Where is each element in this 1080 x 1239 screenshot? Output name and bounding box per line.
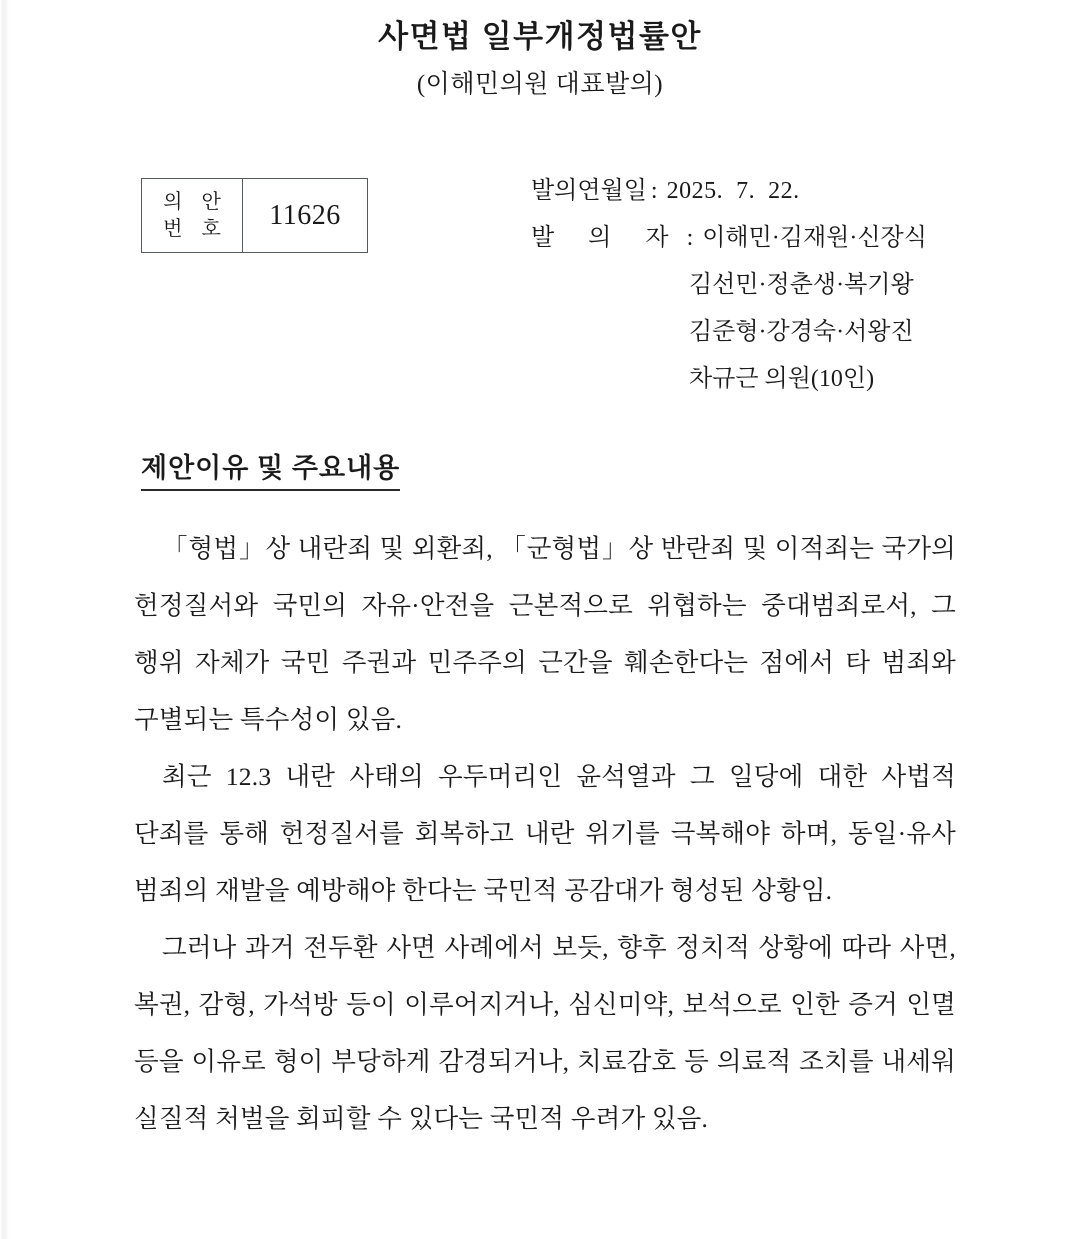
proposers-line-1: [531, 215, 1001, 262]
body-paragraph-1: 「형법」상 내란죄 및 외환죄, 「군형법」상 반란죄 및 이적죄는 국가의 헌정질서와 국민의 자유·안전을 근본적으로 위협하는 중대범죄로서, 그 행위 자체가 국민 주권과 민주주의 근간을 훼손한다는 점에서 타 범죄와 구별되는 특수성이 있음.: [134, 534, 956, 734]
bill-number-label-line2: 번 호: [163, 218, 228, 240]
proposers-names-2: 김선민·정춘생·복기왕: [689, 272, 914, 298]
proposal-date-colon: :: [650, 178, 658, 204]
proposers-line-3: [531, 309, 1001, 356]
bill-number-value: 11626: [269, 199, 341, 231]
bill-number-label-line1: 의 안: [163, 191, 228, 213]
page-subtitle: (이해민의원 대표발의): [416, 70, 664, 98]
bill-number-label: [142, 179, 243, 252]
proposers-names-4: 차규근 의원(10인): [689, 366, 875, 392]
title-block: [0, 0, 1080, 101]
body-text-container: [134, 520, 956, 1147]
proposal-date-year: 2025.: [666, 178, 724, 204]
proposers-line-4: [531, 356, 1001, 403]
proposers-line-2: [531, 262, 1001, 309]
proposal-date-value: [667, 168, 800, 215]
proposal-date-day: 22.: [768, 178, 800, 204]
bill-number-box: [141, 178, 368, 253]
proposers-colon: :: [686, 225, 694, 251]
proposal-date-month: 7.: [736, 178, 756, 204]
proposers-names-1: 이해민·김재원·신장식: [702, 225, 927, 251]
proposers-label: 발 의 자: [531, 225, 683, 251]
proposal-date-line: [531, 168, 1001, 215]
proposal-info-block: [531, 168, 1001, 403]
page-title: 사면법 일부개정법률안: [378, 19, 702, 54]
proposal-date-label: 발의연월일: [531, 178, 647, 204]
body-paragraph-3: 그러나 과거 전두환 사면 사례에서 보듯, 향후 정치적 상황에 따라 사면, 복권, 감형, 가석방 등이 이루어지거나, 심신미약, 보석으로 인한 증거 인멸 등을 이유로 형이 부당하게 감경되거나, 치료감호 등 의료적 조치를 내세워 실질적 처벌을 회피할 수 있다는 국민적 우려가 있음.: [134, 933, 956, 1133]
body-paragraph-2: 최근 12.3 내란 사태의 우두머리인 윤석열과 그 일당에 대한 사법적 단죄를 통해 헌정질서를 회복하고 내란 위기를 극복해야 하며, 동일·유사 범죄의 재발을 예방해야 한다는 국민적 공감대가 형성된 상황임.: [134, 762, 956, 905]
proposers-names-3: 김준형·강경숙·서왕진: [689, 319, 914, 345]
section-heading: 제안이유 및 주요내용: [141, 452, 400, 491]
document-meta-row: [0, 168, 1080, 408]
